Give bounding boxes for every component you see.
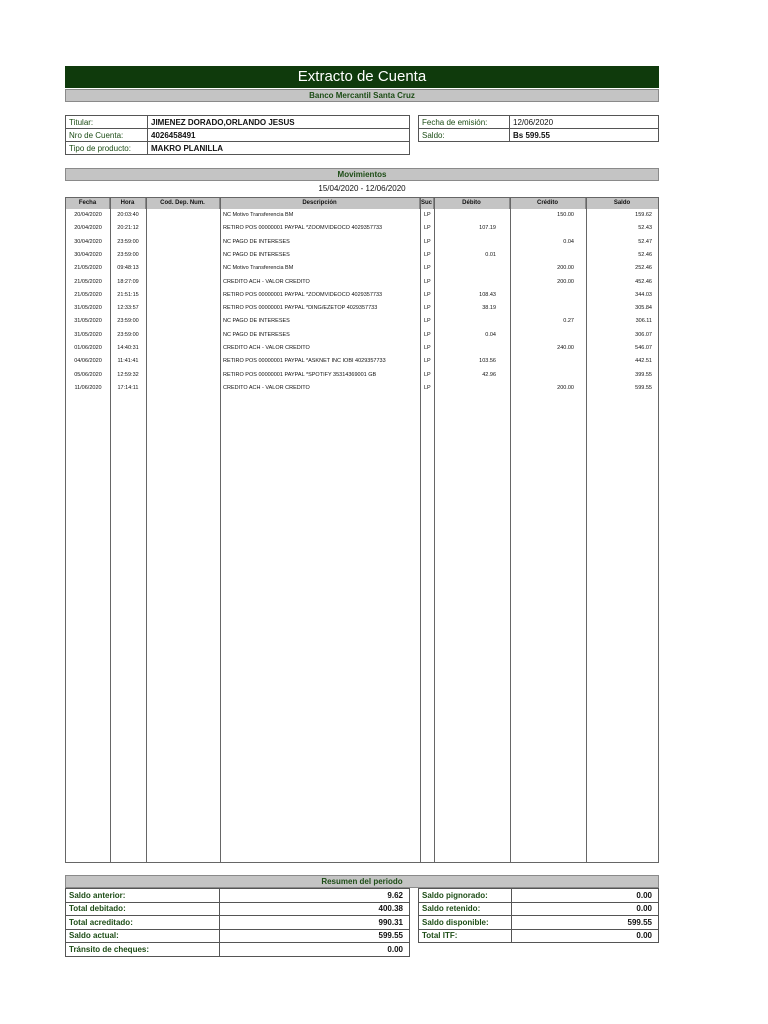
row-time: 12:59:32 [117, 371, 139, 378]
row-branch: LP [424, 278, 431, 285]
statement-title: Extracto de Cuenta [65, 66, 659, 88]
row-description: NC PAGO DE INTERESES [223, 331, 290, 338]
row-credit: 150.00 [557, 212, 574, 218]
summary-label: Saldo pignorado: [419, 889, 512, 903]
row-credit: 200.00 [557, 384, 574, 391]
row-balance: 52.43 [638, 225, 652, 232]
row-branch: LP [424, 225, 431, 232]
col-header-hora: Hora [110, 198, 146, 209]
table-row [66, 236, 658, 249]
summary-label: Tránsito de cheques: [66, 943, 220, 957]
row-time: 23:59:00 [117, 331, 139, 338]
row-balance: 546.07 [635, 345, 652, 351]
row-time: 21:51:15 [117, 291, 139, 298]
summary-value: 990.31 [220, 916, 410, 930]
col-header-saldo: Saldo [586, 198, 658, 209]
row-date: 30/04/2020 [74, 238, 102, 245]
row-description: NC PAGO DE INTERESES [223, 251, 290, 258]
row-date: 21/05/2020 [74, 265, 102, 272]
row-branch: LP [424, 265, 431, 272]
row-balance: 52.46 [638, 251, 652, 258]
row-description: RETIRO POS 00000001 PAYPAL *ZOOMVIDEOCO 4029357733 [223, 225, 383, 232]
row-time: 23:59:00 [117, 238, 139, 245]
row-debit: 38.19 [482, 305, 496, 312]
row-date: 21/05/2020 [74, 291, 102, 298]
col-header-debito: Débito [434, 198, 510, 209]
row-debit: 0.04 [485, 331, 496, 338]
row-time: 12:33:57 [117, 305, 139, 312]
summary-label: Total ITF: [419, 929, 512, 943]
row-credit: 200.00 [557, 265, 574, 272]
titular-value: JIMENEZ DORADO,ORLANDO JESUS [148, 116, 410, 129]
row-credit [510, 222, 578, 235]
row-credit [510, 302, 578, 315]
table-row [66, 369, 658, 382]
row-time: 18:27:09 [117, 278, 139, 285]
table-row [66, 289, 658, 302]
row-time: 17:14:11 [117, 384, 139, 391]
table-row [66, 382, 658, 395]
row-time: 23:59:00 [117, 318, 139, 325]
summary-value: 9.62 [220, 889, 410, 903]
row-debit [434, 236, 500, 249]
row-balance: 452.46 [635, 278, 652, 285]
row-description: RETIRO POS 00000001 PAYPAL *DING/EZETOP 4029357733 [223, 305, 378, 312]
row-date: 11/06/2020 [74, 384, 102, 391]
row-description: RETIRO POS 00000001 PAYPAL *ASKNET INC IOBI 4029357733 [223, 358, 386, 365]
row-time: 20:03:40 [117, 212, 139, 218]
product-type-label: Tipo de producto: [66, 142, 148, 155]
row-debit: 107.19 [479, 225, 496, 232]
summary-label: Total acreditado: [66, 916, 220, 930]
summary-label: Saldo disponible: [419, 916, 512, 930]
balance-value: Bs 599.55 [510, 129, 659, 142]
summary-label: Total debitado: [66, 902, 220, 916]
row-debit [434, 262, 500, 275]
row-branch: LP [424, 358, 431, 365]
summary-label: Saldo retenido: [419, 902, 512, 916]
row-description: RETIRO POS 00000001 PAYPAL *ZOOMVIDEOCO 4029357733 [223, 291, 383, 298]
row-balance: 344.03 [635, 291, 652, 298]
row-branch: LP [424, 318, 431, 325]
account-number-value: 4026458491 [148, 129, 410, 142]
row-debit [434, 209, 500, 222]
row-branch: LP [424, 331, 431, 338]
account-info-table [65, 115, 410, 155]
row-date: 21/05/2020 [74, 278, 102, 285]
row-date: 31/05/2020 [74, 305, 102, 312]
row-description: NC PAGO DE INTERESES [223, 318, 290, 325]
summary-value: 599.55 [220, 929, 410, 943]
table-row [66, 355, 658, 368]
row-description: CREDITO ACH - VALOR CREDITO [223, 345, 310, 351]
bank-name: Banco Mercantil Santa Cruz [65, 89, 659, 102]
row-description: NC PAGO DE INTERESES [223, 238, 290, 245]
row-debit: 108.43 [479, 291, 496, 298]
account-number-label: Nro de Cuenta: [66, 129, 148, 142]
row-branch: LP [424, 371, 431, 378]
row-credit: 0.27 [563, 318, 574, 325]
row-credit: 240.00 [557, 345, 574, 351]
row-balance: 159.62 [635, 212, 652, 218]
row-branch: LP [424, 305, 431, 312]
row-balance: 252.46 [635, 265, 652, 272]
row-description: NC Motivo Transferencia BM [223, 265, 294, 272]
summary-title: Resumen del periodo [65, 875, 659, 888]
row-date: 05/06/2020 [74, 371, 102, 378]
row-date: 20/04/2020 [74, 212, 102, 218]
summary-value: 599.55 [512, 916, 659, 930]
movements-table [65, 197, 659, 863]
row-branch: LP [424, 384, 431, 391]
summary-left-table [65, 888, 410, 957]
titular-label: Titular: [66, 116, 148, 129]
col-header-descripcion: Descripción [220, 198, 420, 209]
col-header-fecha: Fecha [66, 198, 110, 209]
row-description: CREDITO ACH - VALOR CREDITO [223, 278, 310, 285]
summary-value: 0.00 [512, 929, 659, 943]
row-credit [510, 355, 578, 368]
issue-info-table [418, 115, 659, 142]
row-balance: 52.47 [638, 238, 652, 245]
row-description: CREDITO ACH - VALOR CREDITO [223, 384, 310, 391]
row-balance: 305.84 [635, 305, 652, 312]
row-debit [434, 342, 500, 355]
row-branch: LP [424, 251, 431, 258]
row-debit: 103.56 [479, 358, 496, 365]
row-credit: 200.00 [557, 278, 574, 285]
table-row [66, 222, 658, 235]
row-date: 04/06/2020 [74, 358, 102, 365]
row-time: 14:40:31 [117, 345, 139, 351]
row-time: 11:41:41 [117, 358, 139, 365]
movements-title: Movimientos [65, 168, 659, 181]
row-description: NC Motivo Transferencia BM [223, 212, 294, 218]
summary-value: 0.00 [512, 902, 659, 916]
row-time: 23:59:00 [117, 251, 139, 258]
row-date: 31/05/2020 [74, 331, 102, 338]
row-debit: 0.01 [485, 251, 496, 258]
table-row [66, 209, 658, 222]
row-credit [510, 289, 578, 302]
product-type-value: MAKRO PLANILLA [148, 142, 410, 155]
summary-right-table [418, 888, 659, 943]
row-branch: LP [424, 345, 431, 351]
summary-label: Saldo anterior: [66, 889, 220, 903]
balance-label: Saldo: [419, 129, 510, 142]
row-debit [434, 315, 500, 328]
movements-date-range: 15/04/2020 - 12/06/2020 [318, 184, 406, 193]
row-credit: 0.04 [563, 238, 574, 245]
row-branch: LP [424, 212, 431, 218]
row-balance: 399.55 [635, 371, 652, 378]
row-date: 30/04/2020 [74, 251, 102, 258]
table-row [66, 342, 658, 355]
table-row [66, 315, 658, 328]
row-credit [510, 369, 578, 382]
row-date: 01/06/2020 [74, 345, 102, 351]
col-header-suc: Suc [420, 198, 434, 209]
row-balance: 599.55 [635, 384, 652, 391]
table-row [66, 329, 658, 342]
col-header-credito: Crédito [510, 198, 586, 209]
row-date: 31/05/2020 [74, 318, 102, 325]
summary-value: 0.00 [512, 889, 659, 903]
row-description: RETIRO POS 00000001 PAYPAL *SPOTIFY 35314369001 GB [223, 371, 377, 378]
row-balance: 306.11 [635, 318, 652, 325]
summary-value: 0.00 [220, 943, 410, 957]
table-row [66, 262, 658, 275]
row-debit [434, 382, 500, 395]
row-branch: LP [424, 238, 431, 245]
summary-label: Saldo actual: [66, 929, 220, 943]
table-row [66, 276, 658, 289]
row-branch: LP [424, 291, 431, 298]
table-row [66, 249, 658, 262]
summary-value: 400.38 [220, 902, 410, 916]
issue-date-value: 12/06/2020 [510, 116, 659, 129]
row-date: 20/04/2020 [74, 225, 102, 232]
row-debit [434, 276, 500, 289]
row-time: 09:48:13 [117, 265, 139, 272]
col-header-cod: Cod. Dep. Num. [146, 198, 220, 209]
table-row [66, 302, 658, 315]
row-credit [510, 329, 578, 342]
row-time: 20:21:12 [117, 225, 139, 232]
row-balance: 442.51 [635, 358, 652, 365]
row-debit: 42.96 [482, 371, 496, 378]
row-balance: 306.07 [635, 331, 652, 338]
issue-date-label: Fecha de emisión: [419, 116, 510, 129]
row-credit [510, 249, 578, 262]
